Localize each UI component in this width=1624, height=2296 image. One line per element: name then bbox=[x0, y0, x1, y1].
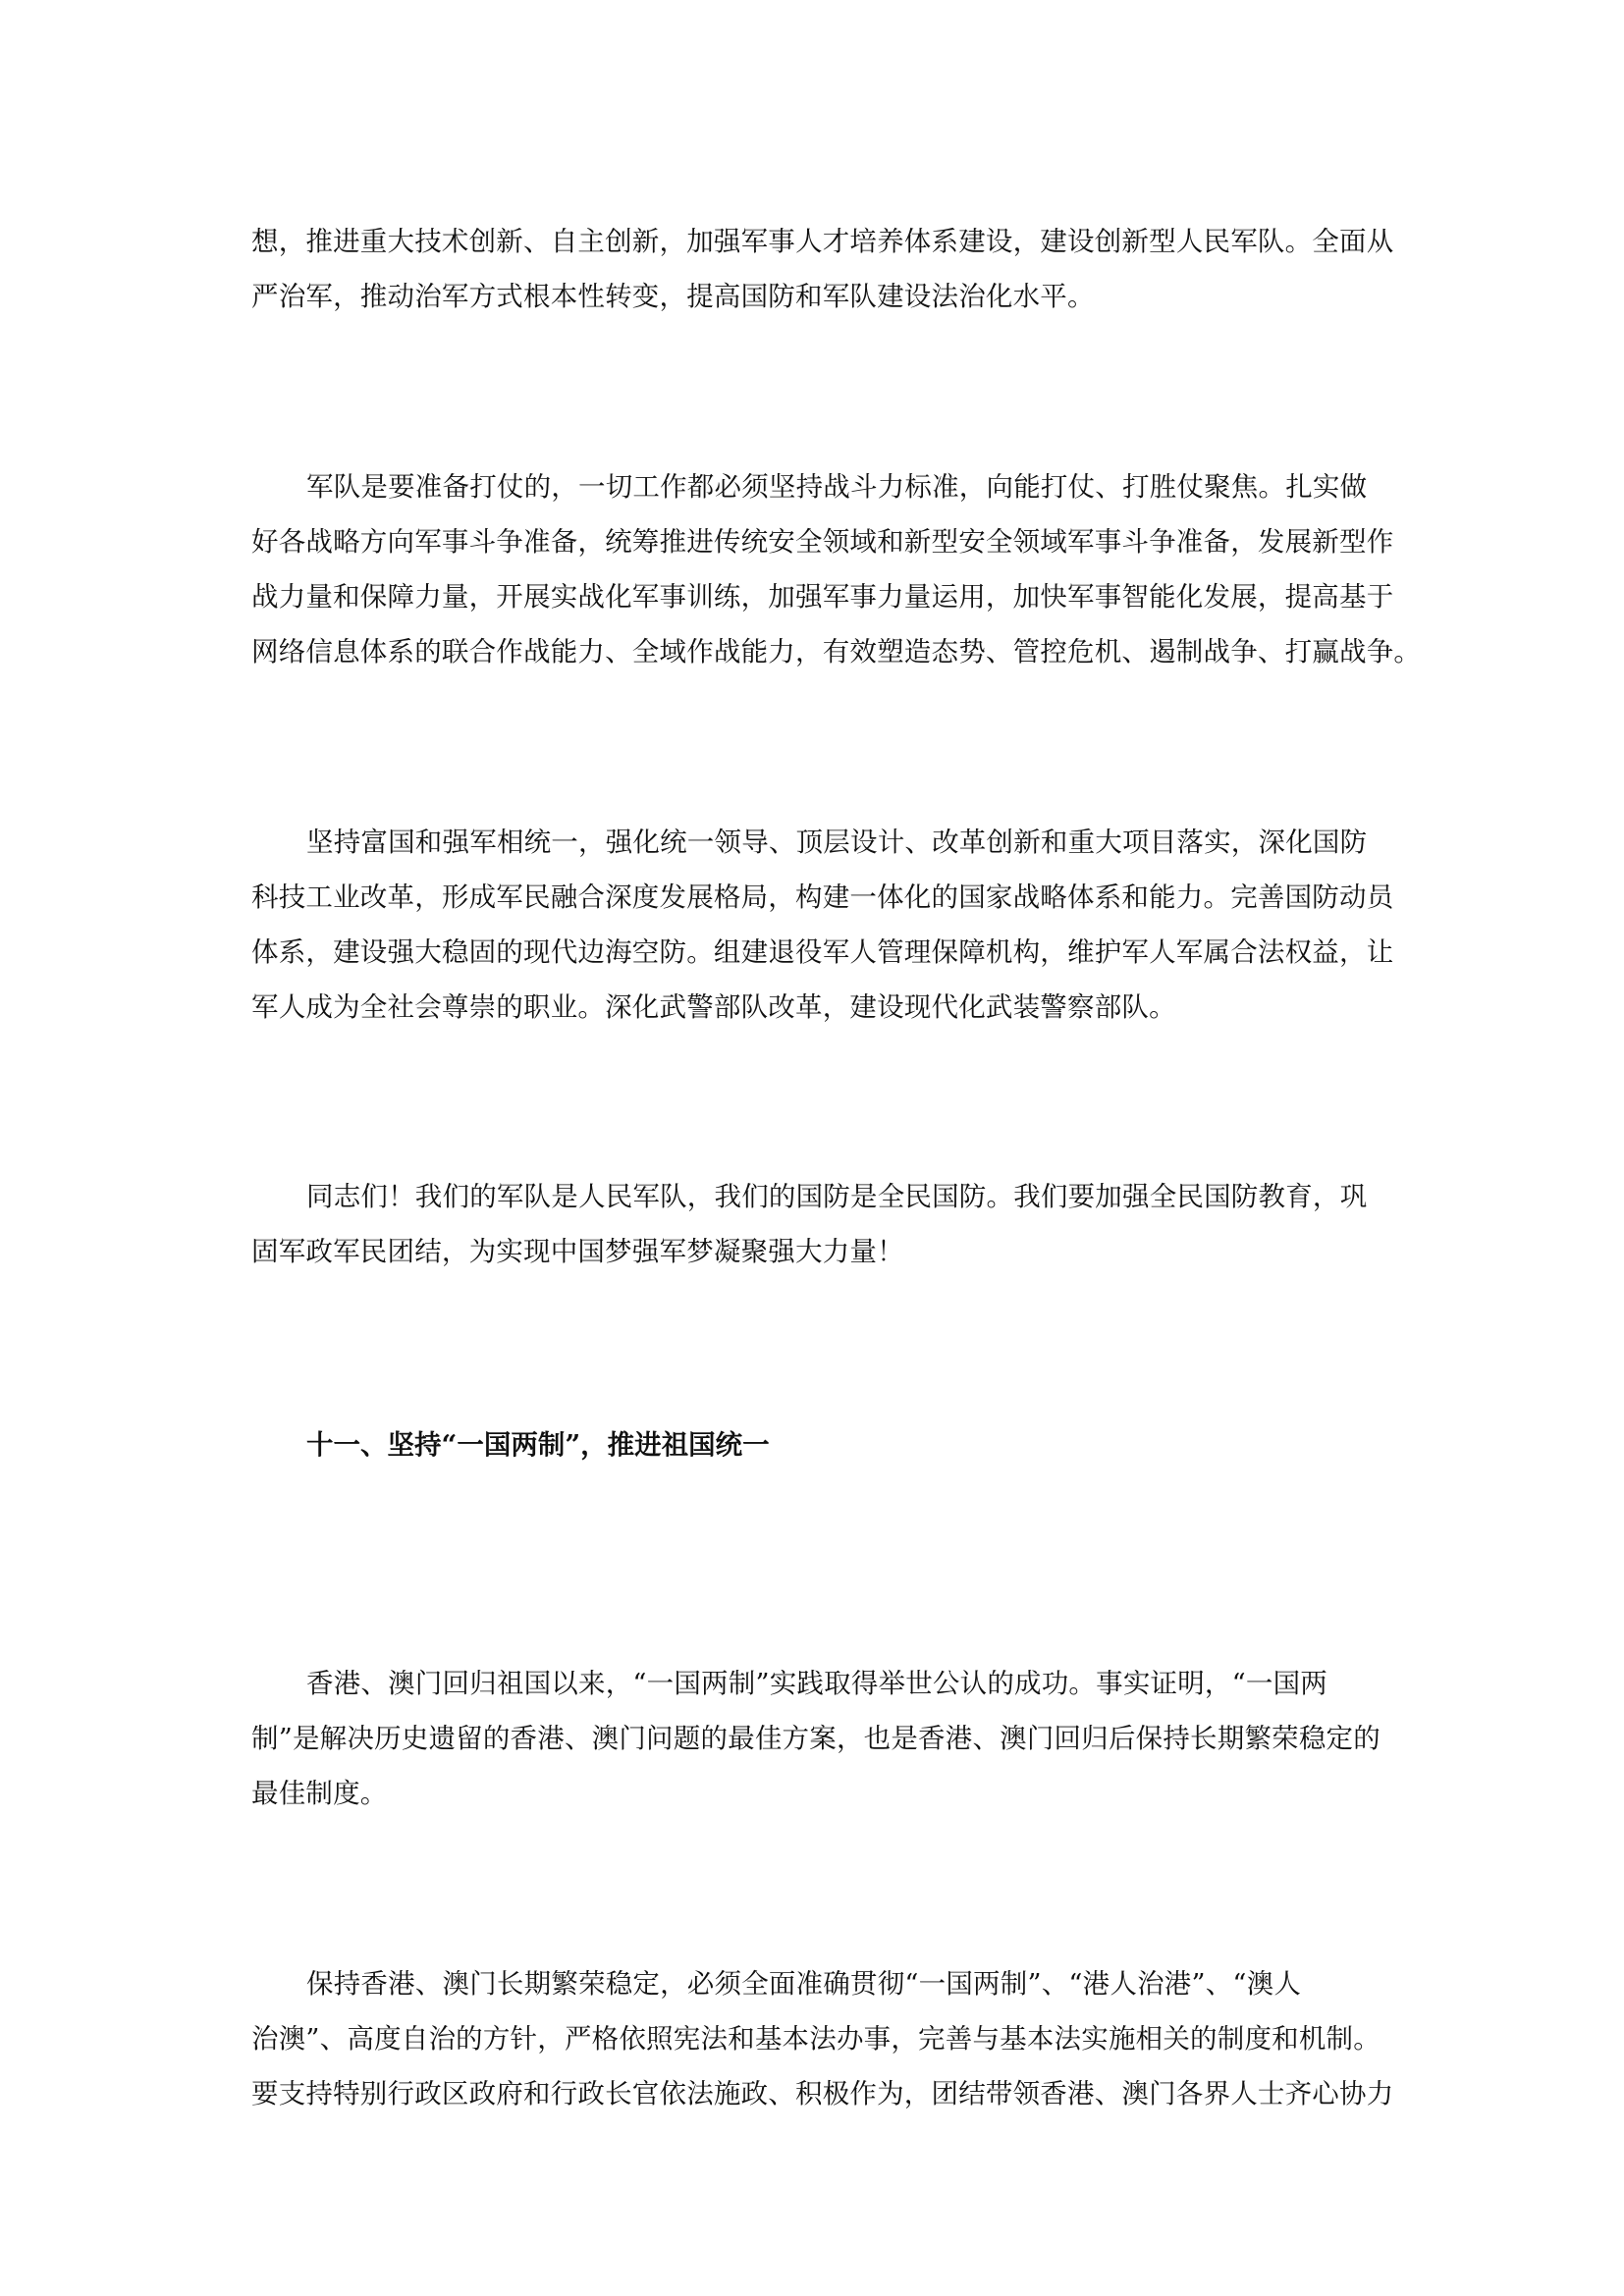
text-line: 要支持特别行政区政府和行政长官依法施政、积极作为，团结带领香港、澳门各界人士齐心协力 bbox=[251, 2078, 1394, 2109]
text-line: 战力量和保障力量，开展实战化军事训练，加强军事力量运用，加快军事智能化发展，提高基于 bbox=[251, 581, 1394, 613]
text-line: 科技工业改革，形成军民融合深度发展格局，构建一体化的国家战略体系和能力。完善国防动员 bbox=[251, 881, 1394, 913]
text-line: 体系，建设强大稳固的现代边海空防。组建退役军人管理保障机构，维护军人军属合法权益，让 bbox=[251, 936, 1394, 968]
text-line: 固军政军民团结，为实现中国梦强军梦凝聚强大力量！ bbox=[251, 1236, 904, 1267]
text-line: 军人成为全社会尊崇的职业。深化武警部队改革，建设现代化武装警察部队。 bbox=[251, 991, 1176, 1023]
text-line: 最佳制度。 bbox=[251, 1778, 388, 1809]
text-line: 军队是要准备打仗的，一切工作都必须坚持战斗力标准，向能打仗、打胜仗聚焦。扎实做 bbox=[306, 471, 1368, 503]
text-line: 治澳”、高度自治的方针，严格依照宪法和基本法办事，完善与基本法实施相关的制度和机制。 bbox=[251, 2023, 1380, 2055]
text-line: 网络信息体系的联合作战能力、全域作战能力，有效塑造态势、管控危机、遏制战争、打赢战争。 bbox=[251, 636, 1422, 667]
text-line: 同志们！我们的军队是人民军队，我们的国防是全民国防。我们要加强全民国防教育，巩 bbox=[306, 1181, 1368, 1212]
paragraph-national-defense bbox=[251, 1169, 1395, 1279]
paragraph-one-country-two-systems bbox=[251, 1656, 1395, 1821]
text-line: 严治军，推动治军方式根本性转变，提高国防和军队建设法治化水平。 bbox=[251, 281, 1095, 312]
paragraph-civil-military-integration bbox=[251, 815, 1395, 1035]
paragraph-military-innovation bbox=[251, 214, 1395, 324]
text-line: 想，推进重大技术创新、自主创新，加强军事人才培养体系建设，建设创新型人民军队。全面从 bbox=[251, 226, 1394, 257]
text-line: 香港、澳门回归祖国以来，“一国两制”实践取得举世公认的成功。事实证明，“一国两 bbox=[306, 1668, 1327, 1699]
text-line: 坚持富国和强军相统一，强化统一领导、顶层设计、改革创新和重大项目落实，深化国防 bbox=[306, 827, 1368, 858]
text-line: 保持香港、澳门长期繁荣稳定，必须全面准确贯彻“一国两制”、“港人治港”、“澳人 bbox=[306, 1968, 1302, 2000]
paragraph-combat-readiness bbox=[251, 459, 1422, 679]
section-heading: 十一、坚持“一国两制”，推进祖国统一 bbox=[306, 1429, 770, 1461]
text-line: 制”是解决历史遗留的香港、澳门问题的最佳方案，也是香港、澳门回归后保持长期繁荣稳定的 bbox=[251, 1723, 1380, 1754]
text-line: 好各战略方向军事斗争准备，统筹推进传统安全领域和新型安全领域军事斗争准备，发展新型作 bbox=[251, 526, 1394, 558]
paragraph-hk-macao-stability bbox=[251, 1956, 1395, 2121]
